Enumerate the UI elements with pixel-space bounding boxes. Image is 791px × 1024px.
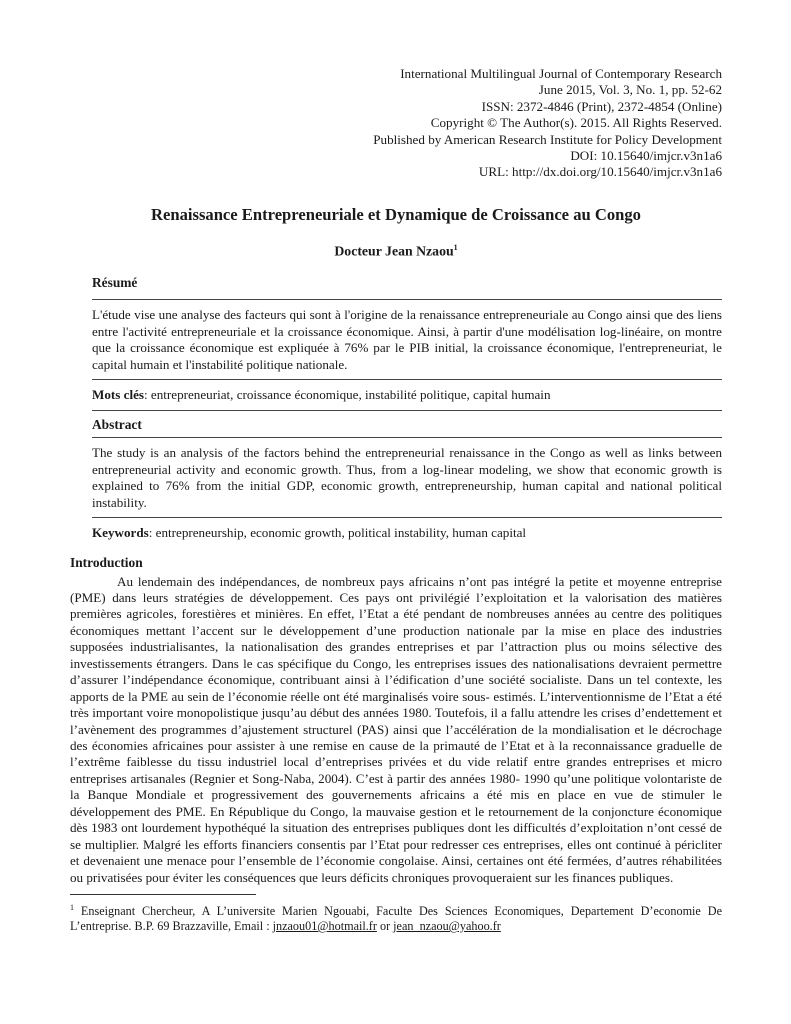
journal-header: [70, 66, 722, 181]
journal-publisher: Published by American Research Institute for Policy Development: [373, 131, 722, 147]
abstract-heading: Abstract: [92, 417, 142, 433]
footnote-separator: [70, 894, 256, 895]
introduction-paragraph: Au lendemain des indépendances, de nombreux pays africains n’ont pas intégré la petite et moyenne entreprise (PME) dans leurs stratégies de développement. Ces pays ont privilégié l’exploitation et la valorisation des matières premières agricoles, forestières et minières. En effet, l’Etat a été pendant de nombreuses années au centre des politiques économiques mettant l’accent sur le développement d’une production nationale par la mise en place des industries supposées industrialisantes, la nationalisation des grandes entreprises et par l’attraction plus ou moins sélective des investissements étrangers. Dans le cas spécifique du Congo, les entreprises issues des nationalisations devraient permettre d’assurer l’indépendance économique, contribuant ainsi à l’édification d’une société socialiste. Dans un tel contexte, les apports de la PME au sein de l’économie réelle ont été marginalisés voire sous- estimés. L’interventionnisme de l’Etat a été très important voire monopolistique jusqu’au début des années 1980. Toutefois, il a fallu attendre les crises d’endettement et l’avènement des programmes d’ajustement structurel (PAS) ainsi que l’accélération de la mondialisation et le décrochage des économies africaines pour assister à une remise en cause de la primauté de l’Etat et à la reconnaissance graduelle de l’extrême faiblesse du tissu industriel local d’entreprises privées et du vide relatif entre grandes entreprises et micro entreprises artisanales (Regnier et Song-Naba, 2004). C’est à partir des années 1980- 1990 qu’une politique volontariste de la Banque Mondiale et progressivement des gouvernements africains a été mis en place en vue de stimuler le développement des PME. En République du Congo, la mauvaise gestion et le retournement de la conjoncture économique dès 1983 ont lourdement hypothéqué la situation des entreprises publiques dont les difficultés d’exploitation n’ont cessé de se multiplier. Malgré les efforts financiers consentis par l’Etat pour redresser ces entreprises, elles ont continué à péricliter et devenaient une menace pour l’ensemble de l’économie congolaise. Ainsi, certaines ont été fermées, d’autres réhabilitées ou privatisées pour éviter les conséquences que leurs déficits chroniques provoqueraient sur les finances publiques.: [70, 573, 722, 885]
journal-url[interactable]: URL: http://dx.doi.org/10.15640/imjcr.v3n1a6: [478, 164, 722, 180]
author-line: [70, 243, 722, 260]
author-footnote-mark[interactable]: 1: [453, 242, 458, 252]
footnote-text: Enseignant Chercheur, A L’universite Marien Ngouabi, Faculte Des Sciences Economiques, Departement D’economie De L’entreprise. B.P. 69 Brazzaville, Email :: [70, 904, 722, 934]
keywords-text: : entrepreneurship, economic growth, political instability, human capital: [148, 525, 527, 541]
keywords-line: [92, 518, 722, 548]
email-link-hotmail[interactable]: jnzaou01@hotmail.fr: [272, 919, 377, 934]
journal-copyright: Copyright © The Author(s). 2015. All Rights Reserved.: [430, 115, 722, 131]
footnote-mark: 1: [70, 903, 74, 913]
journal-name: International Multilingual Journal of Contemporary Research: [400, 66, 722, 81]
footnote-or: or: [376, 919, 394, 934]
email-link-yahoo[interactable]: jean_nzaou@yahoo.fr: [393, 919, 501, 934]
footnote: [70, 900, 722, 934]
paper-page: [70, 66, 722, 934]
abstract-text: The study is an analysis of the factors behind the entrepreneurial renaissance in the Congo as well as links between entrepreneurial activity and economic growth. Thus, from a log-linear modeling, we show that economic growth is explained to 76% from the initial GDP, economic growth, entrepreneurship, human capital and national political instability.: [92, 445, 722, 510]
mots-cles-text: : entrepreneuriat, croissance économique, instabilité politique, capital humain: [144, 387, 551, 403]
paper-title: Renaissance Entrepreneuriale et Dynamique de Croissance au Congo: [151, 204, 641, 224]
resume-heading: Résumé: [92, 275, 138, 291]
journal-issn: ISSN: 2372-4846 (Print), 2372-4854 (Online): [481, 98, 722, 114]
keywords-label: Keywords: [92, 525, 149, 541]
mots-cles-label: Mots clés: [92, 387, 144, 403]
journal-doi: DOI: 10.15640/imjcr.v3n1a6: [570, 148, 722, 164]
journal-issue: June 2015, Vol. 3, No. 1, pp. 52-62: [538, 82, 722, 98]
introduction-heading: Introduction: [70, 554, 143, 570]
author-name: Docteur Jean Nzaou: [334, 243, 454, 259]
resume-text: L'étude vise une analyse des facteurs qui sont à l'origine de la renaissance entrepreneuriale au Congo ainsi que des liens entre l'activité entrepreneuriale et la croissance économique. Ainsi, à partir d'une modélisation log-linéaire, on montre que la croissance économique est expliquée à 76% par le PIB initial, la croissance économique, l'entrepreneuriat, le capital humain et l'instabilité politique nationale.: [92, 307, 722, 372]
mots-cles-line: [92, 380, 722, 410]
